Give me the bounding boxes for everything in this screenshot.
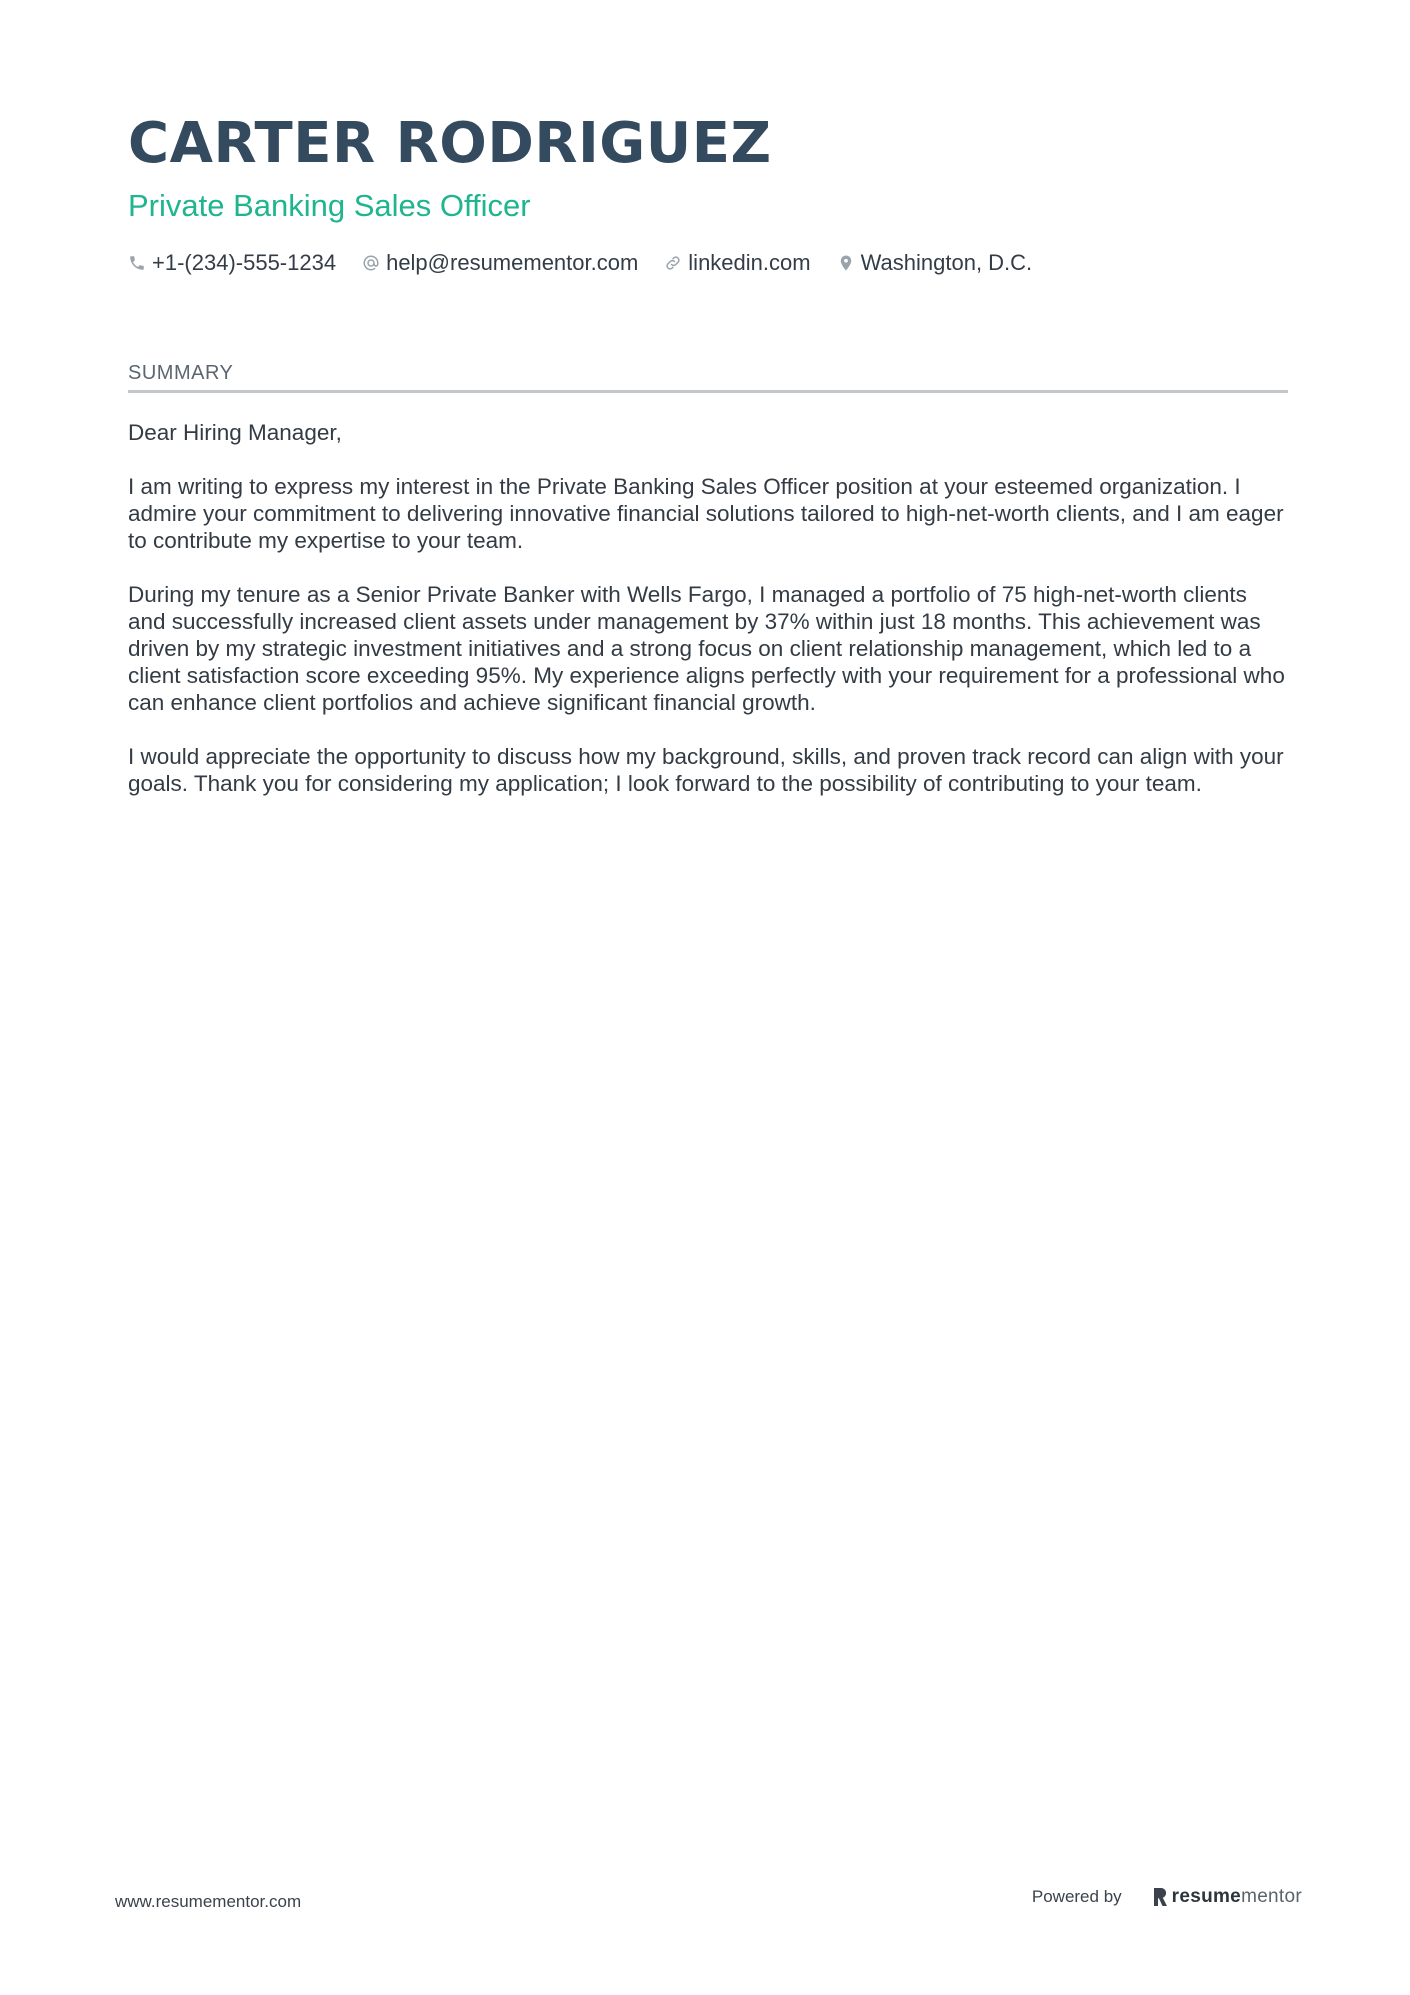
powered-by-label: Powered by	[1031, 1887, 1122, 1906]
footer-branding	[1032, 1886, 1302, 1908]
phone-icon	[128, 254, 146, 272]
salutation: Dear Hiring Manager,	[128, 420, 342, 445]
summary-section	[128, 360, 1288, 824]
link-icon	[664, 254, 682, 272]
at-icon	[362, 254, 380, 272]
contact-location	[837, 248, 1033, 278]
brand-name-bold: resume	[1171, 1886, 1242, 1907]
contact-link	[664, 248, 810, 278]
brand-logo-icon	[1152, 1887, 1168, 1907]
paragraph: I would appreciate the opportunity to discuss how my background, skills, and proven track record can align with your goals. Thank you for considering my application; I look forward to the possibility of contributing to your team.	[128, 744, 1284, 796]
location-pin-icon	[837, 254, 855, 272]
contact-phone	[128, 248, 336, 278]
location-text: Washington, D.C.	[860, 250, 1033, 275]
letter-body	[128, 419, 1288, 797]
header	[128, 108, 1288, 278]
footer-website[interactable]: www.resumementor.com	[115, 1892, 302, 1911]
candidate-role: Private Banking Sales Officer	[128, 188, 531, 223]
paragraph: During my tenure as a Senior Private Banker with Wells Fargo, I managed a portfolio of 75 high-net-worth clients and successfully increased client assets under management by 37% within just 18 months. This achievement was driven by my strategic investment initiatives and a strong focus on client relationship management, which led to a client satisfaction score exceeding 95%. My experience aligns perfectly with your requirement for a professional who can enhance client portfolios and achieve significant financial growth.	[128, 582, 1285, 715]
paragraph: I am writing to express my interest in the Private Banking Sales Officer position at your esteemed organization. I admire your commitment to delivering innovative financial solutions tailored to high-net-worth clients, and I am eager to contribute my expertise to your team.	[128, 474, 1284, 553]
link-text: linkedin.com	[688, 250, 811, 275]
brand-name-light: mentor	[1241, 1886, 1302, 1907]
contact-info	[128, 248, 1288, 278]
contact-email	[362, 248, 638, 278]
email-text: help@resumementor.com	[386, 250, 639, 275]
brand-logo[interactable]	[1152, 1886, 1302, 1908]
section-title: SUMMARY	[128, 360, 1288, 393]
candidate-name: CARTER RODRIGUEZ	[128, 111, 772, 176]
phone-text: +1-(234)-555-1234	[152, 250, 337, 275]
